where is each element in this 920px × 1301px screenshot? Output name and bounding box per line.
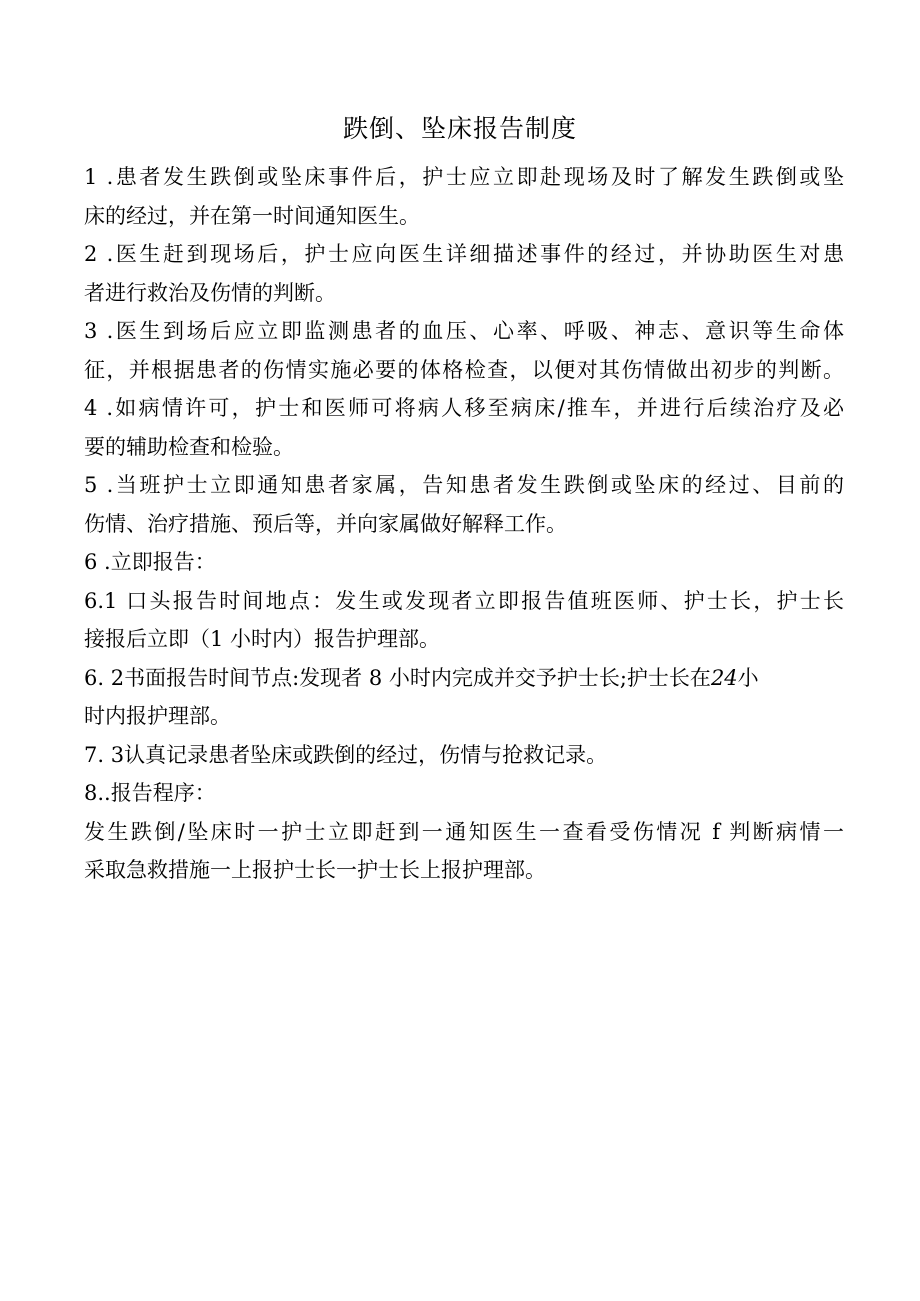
paragraph-7-3 <box>84 736 844 775</box>
paragraph-6-1-line-1: 6.1 口头报告时间地点：发生或发现者立即报告值班医师、护士长，护士长 <box>84 588 844 613</box>
paragraph-6-2-line-2: 时内报护理部。 <box>84 704 231 728</box>
paragraph-4-line-1: 4 .如病情许可，护士和医师可将病人移至病床/推车，并进行后续治疗及必 <box>84 396 844 420</box>
paragraph-1 <box>84 158 844 235</box>
paragraph-6 <box>84 543 844 582</box>
paragraph-1-line-2: 床的经过，并在第一时间通知医生。 <box>84 203 420 228</box>
paragraph-2-line-2: 者进行救治及伤情的判断。 <box>84 280 336 305</box>
paragraph-procedure <box>84 813 844 890</box>
paragraph-5 <box>84 466 844 543</box>
paragraph-2-line-1: 2 .医生赶到现场后，护士应向医生详细描述事件的经过，并协助医生对患 <box>84 242 844 266</box>
paragraph-6-2-line-1-text: 6. 2书面报告时间节点:发现者 8 小时内完成并交予护士长;护士长在 <box>84 665 711 690</box>
paragraph-8-line-1: 8..报告程序： <box>84 781 216 805</box>
paragraph-procedure-line-2: 采取急救措施一上报护士长一护士长上报护理部。 <box>84 858 546 882</box>
paragraph-6-1-line-2: 接报后立即（1 小时内）报告护理部。 <box>84 627 441 651</box>
paragraph-6-1 <box>84 582 844 659</box>
paragraph-6-2-line-1-end: 小 <box>737 665 759 690</box>
paragraph-8 <box>84 774 844 813</box>
paragraph-2 <box>84 235 844 312</box>
paragraph-6-2-hours-number: 24 <box>710 665 738 690</box>
paragraph-3-line-1: 3 .医生到场后应立即监测患者的血压、心率、呼吸、神志、意识等生命体 <box>84 319 844 343</box>
document-title: 跌倒、坠床报告制度 <box>342 114 577 143</box>
paragraph-3 <box>84 312 844 389</box>
paragraph-4 <box>84 389 844 466</box>
paragraph-6-2 <box>84 659 844 736</box>
paragraph-6-line-1: 6 .立即报告： <box>84 550 216 574</box>
paragraph-3-line-2: 征，并根据患者的伤情实施必要的体格检查，以便对其伤情做出初步的判断。 <box>84 357 844 382</box>
paragraph-procedure-line-1: 发生跌倒/坠床时一护士立即赶到一通知医生一查看受伤情况 f 判断病情一 <box>84 819 844 844</box>
paragraph-5-line-1: 5 .当班护士立即通知患者家属，告知患者发生跌倒或坠床的经过、目前的 <box>84 473 844 497</box>
paragraph-4-line-2: 要的辅助检查和检验。 <box>84 434 294 459</box>
paragraph-6-2-line-1 <box>84 659 844 698</box>
paragraph-5-line-2: 伤情、治疗措施、预后等，并向家属做好解释工作。 <box>84 511 567 536</box>
document-body <box>84 158 844 890</box>
paragraph-7-3-line-1: 7. 3认真记录患者坠床或跌倒的经过，伤情与抢救记录。 <box>84 742 608 767</box>
paragraph-1-line-1: 1 .患者发生跌倒或坠床事件后，护士应立即赴现场及时了解发生跌倒或坠 <box>84 165 844 189</box>
